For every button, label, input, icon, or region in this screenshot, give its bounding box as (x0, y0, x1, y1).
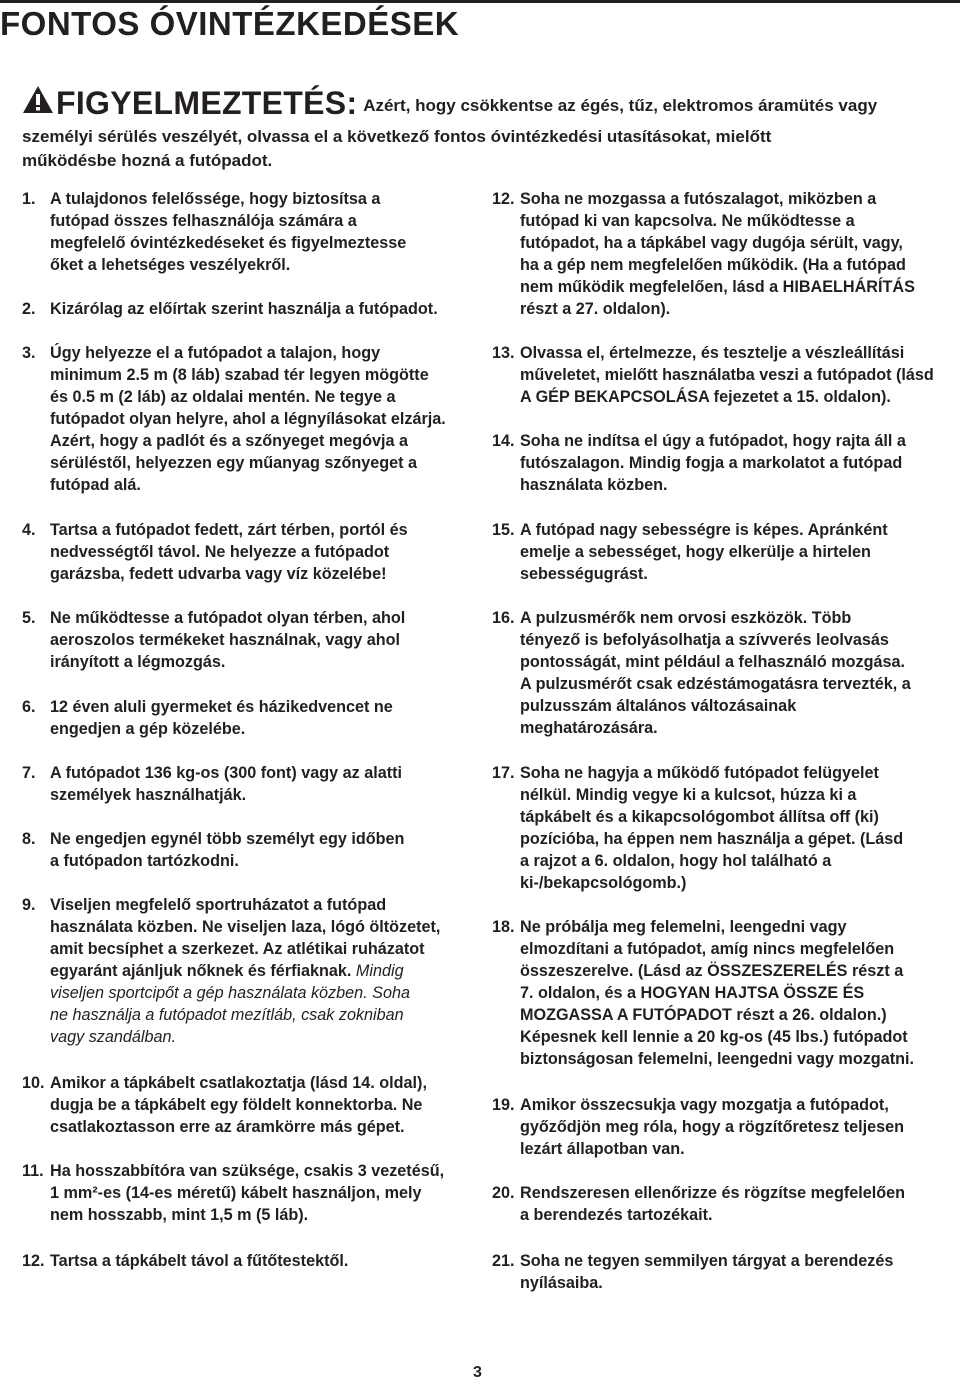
item-line-text: A pulzusmérőt csak edzéstámogatásra tervezték, a (520, 675, 911, 693)
item-line (50, 342, 446, 364)
item-line (50, 430, 446, 452)
item-line (520, 960, 914, 982)
item-line (50, 1072, 427, 1094)
item-line-text: Képesnek kell lennie a 20 kg-os (45 lbs.) futópadot (520, 1028, 908, 1046)
item-line-text: sebességugrást. (520, 565, 648, 583)
item-line (520, 695, 911, 717)
item-line-text: pulzusszám általános változásainak (520, 697, 797, 715)
item-line-text: biztonságosan felemelni, leengedni vagy mozgatni. (520, 1050, 914, 1068)
item-line (520, 1272, 893, 1294)
item-text (520, 342, 934, 408)
item-line (520, 1138, 904, 1160)
item-line (50, 452, 446, 474)
item-line-text: futópadot, ha a tápkábel vagy dugója sérült, vagy, (520, 234, 903, 252)
item-line-text: a futópadon tartózkodni. (50, 852, 239, 870)
item-line-text: lezárt állapotban van. (520, 1140, 685, 1158)
list-item (22, 607, 405, 673)
item-line-text: Soha ne mozgassa a futószalagot, miközben a (520, 190, 877, 208)
list-item (492, 1182, 905, 1226)
item-line (50, 364, 446, 386)
item-line-text: megfelelő óvintézkedéseket és figyelmeztesse (50, 234, 407, 252)
item-line (520, 607, 911, 629)
list-item (22, 298, 438, 320)
item-text (50, 607, 405, 673)
item-line (50, 1250, 348, 1272)
item-text (520, 188, 915, 320)
item-line-text: nem működik megfelelően, lásd a HIBAELHÁRÍTÁS (520, 278, 915, 296)
item-line-text: 12 éven aluli gyermeket és házikedvencet ne (50, 698, 393, 716)
item-number: 12. (22, 1252, 45, 1270)
item-line (520, 298, 915, 320)
item-line (520, 188, 915, 210)
item-line (520, 1116, 904, 1138)
item-line (50, 474, 446, 496)
item-text (520, 1250, 893, 1294)
item-line (50, 960, 440, 982)
item-line (520, 1004, 914, 1026)
item-line-text: Rendszeresen ellenőrizze és rögzítse megfelelően (520, 1184, 906, 1202)
list-item (22, 762, 402, 806)
item-line-text: meghatározására. (520, 719, 658, 737)
item-line (520, 982, 914, 1004)
item-line (50, 232, 406, 254)
item-line (50, 718, 393, 740)
item-line-text: emelje a sebességet, hogy elkerülje a hirtelen (520, 543, 871, 561)
item-line (50, 386, 446, 408)
item-number: 2. (22, 300, 36, 318)
item-line-text: futópad alá. (50, 476, 141, 494)
list-item (22, 1160, 444, 1226)
item-line (520, 850, 903, 872)
item-line-text: műveletet, mielőtt használatba veszi a futópadot (lásd (520, 366, 934, 384)
list-item (492, 342, 934, 408)
item-line-text: Kizárólag az előírtak szerint használja a futópadot. (50, 300, 438, 318)
item-line (50, 298, 438, 320)
item-line-text: őket a lehetséges veszélyekről. (50, 256, 291, 274)
page-title: FONTOS ÓVINTÉZKEDÉSEK (0, 5, 460, 42)
item-line (50, 762, 402, 784)
item-line-text: pontosságát, mint például a felhasználó mozgása. (520, 653, 905, 671)
item-line-text: A futópad nagy sebességre is képes. Apránként (520, 521, 888, 539)
list-item (492, 1094, 904, 1160)
item-text (520, 607, 911, 739)
item-line-text: minimum 2.5 m (8 láb) szabad tér legyen mögötte (50, 366, 429, 384)
warning-line-2: személyi sérülés veszélyét, olvassa el a következő fontos óvintézkedési utasításokat, mielőtt (22, 127, 772, 146)
item-line (520, 717, 911, 739)
item-line (50, 784, 402, 806)
item-line (50, 408, 446, 430)
item-line-text: Soha ne hagyja a működő futópadot felügyelet (520, 764, 879, 782)
item-line-text: csatlakoztasson erre az áramkörre más gépet. (50, 1118, 405, 1136)
item-line-text: pozícióba, ha éppen nem használja a gépet. (Lásd (520, 830, 904, 848)
item-line-text: Ne próbálja meg felemelni, leengedni vagy (520, 918, 847, 936)
item-line-text: nedvességtől távol. Ne helyezze a futópadot (50, 543, 390, 561)
item-line (520, 1094, 904, 1116)
item-number: 3. (22, 344, 36, 362)
item-number: 6. (22, 698, 36, 716)
item-line (50, 916, 440, 938)
item-italic-line: ne használja a futópadot mezítláb, csak zokniban (50, 1006, 404, 1024)
item-line (520, 762, 903, 784)
list-item (22, 696, 393, 740)
item-line-text: elmozdítani a futópadot, amíg nincs megfelelően (520, 940, 895, 958)
item-line (520, 1182, 905, 1204)
item-line-text: tényező is befolyásolhatja a szívverés leolvasás (520, 631, 889, 649)
item-line (50, 519, 408, 541)
item-line-text: sérüléstől, helyezzen egy műanyag szőnyeget a (50, 454, 418, 472)
item-line-text: futószalagon. Mindig fogja a markolatot a futópad (520, 454, 903, 472)
item-line (520, 806, 903, 828)
warning-text: Azért, hogy csökkentse az égés, tűz, elektromos áramütés vagy (363, 96, 878, 115)
item-line-text: aeroszolos termékeket használnak, vagy ahol (50, 631, 400, 649)
warning-line-3: működésbe hozná a futópadot. (22, 151, 273, 170)
item-line-text: Ne engedjen egynél több személyt egy időben (50, 830, 405, 848)
item-line-text: Amikor a tápkábelt csatlakoztatja (lásd 14. oldal), (50, 1074, 427, 1092)
item-number: 5. (22, 609, 36, 627)
page-number: 3 (473, 1364, 482, 1381)
item-line (520, 828, 903, 850)
item-line-text: Soha ne indítsa el úgy a futópadot, hogy rajta áll a (520, 432, 906, 450)
list-item (22, 519, 408, 585)
list-item (22, 894, 440, 1048)
item-line (520, 386, 934, 408)
item-italic-line: viseljen sportcipőt a gép használata közben. Soha (50, 984, 410, 1002)
item-line (520, 430, 906, 452)
list-item (22, 188, 406, 276)
item-line-text: Soha ne tegyen semmilyen tárgyat a berendezés (520, 1252, 894, 1270)
item-number: 19. (492, 1096, 515, 1114)
item-line (50, 828, 404, 850)
item-line (520, 1204, 905, 1226)
item-line (520, 210, 915, 232)
item-line-text: és 0.5 m (2 láb) az oldalai mentén. Ne tegye a (50, 388, 396, 406)
item-line (520, 276, 915, 298)
list-item (22, 1250, 348, 1272)
list-item (492, 188, 915, 320)
item-line-text: használata közben. (520, 476, 668, 494)
item-line-text: A tulajdonos felelőssége, hogy biztosítsa a (50, 190, 381, 208)
item-line (520, 1250, 893, 1272)
item-line (50, 188, 406, 210)
item-line-text: MOZGASSA A FUTÓPADOT részt a 26. oldalon.) (520, 1006, 887, 1024)
item-line (520, 629, 911, 651)
item-line-text: Ha hosszabbítóra van szüksége, csakis 3 vezetésű, (50, 1162, 445, 1180)
item-text (50, 894, 440, 1048)
item-text (520, 916, 914, 1070)
item-text (50, 342, 446, 496)
item-text (50, 188, 406, 276)
item-line (50, 607, 405, 629)
item-line (520, 563, 888, 585)
list-item (22, 342, 446, 496)
item-line-text: Amikor összecsukja vagy mozgatja a futópadot, (520, 1096, 889, 1114)
item-line-text: a berendezés tartozékait. (520, 1206, 713, 1224)
item-text (520, 430, 906, 496)
item-line (520, 342, 934, 364)
item-line-text: Ne működtesse a futópadot olyan térben, ahol (50, 609, 406, 627)
item-text (50, 519, 408, 585)
item-text (50, 1072, 427, 1138)
item-number: 1. (22, 190, 36, 208)
item-number: 13. (492, 344, 515, 362)
item-line-text: személyek használhatják. (50, 786, 247, 804)
item-line-text: amit becsíphet a szerkezet. Az atlétikai ruházatot (50, 940, 425, 958)
item-text (50, 298, 438, 320)
list-item (492, 519, 888, 585)
item-line (520, 364, 934, 386)
item-number: 12. (492, 190, 515, 208)
item-line (50, 563, 408, 585)
item-line-text: tápkábelt és a kikapcsológombot állítsa off (ki) (520, 808, 879, 826)
item-line-text: 1 mm²-es (14-es méretű) kábelt használjon, mely (50, 1184, 422, 1202)
item-number: 7. (22, 764, 36, 782)
item-line-text: dugja be a tápkábelt egy földelt konnektorba. Ne (50, 1096, 423, 1114)
item-text (50, 828, 404, 872)
item-line-text: Azért, hogy a padlót és a szőnyeget megóvja a (50, 432, 409, 450)
item-number: 11. (22, 1162, 44, 1180)
item-line-text: nem hosszabb, mint 1,5 m (5 láb). (50, 1206, 309, 1224)
item-text (50, 696, 393, 740)
item-number: 17. (492, 764, 515, 782)
item-line-text: részt a 27. oldalon). (520, 300, 671, 318)
item-line (50, 894, 440, 916)
item-line (50, 210, 406, 232)
item-line (520, 916, 914, 938)
item-text (520, 1182, 905, 1226)
list-item (492, 762, 903, 894)
item-line (50, 651, 405, 673)
item-line (520, 1048, 914, 1070)
list-item (492, 430, 906, 496)
item-line (520, 651, 911, 673)
item-line (520, 232, 915, 254)
item-number: 10. (22, 1074, 45, 1092)
item-number: 16. (492, 609, 515, 627)
item-text (520, 1094, 904, 1160)
item-line (520, 474, 906, 496)
item-line (50, 1204, 444, 1226)
item-line-text: Úgy helyezze el a futópadot a talajon, hogy (50, 344, 381, 362)
item-line-text: használata közben. Ne viseljen laza, lógó öltözetet, (50, 918, 441, 936)
item-line-text: a rajzot a 6. oldalon, hogy hol található a (520, 852, 832, 870)
warning-colon: : (346, 85, 358, 121)
item-text (50, 1250, 348, 1272)
item-line (50, 1182, 444, 1204)
item-line-text: egyaránt ajánljuk nőknek és férfiaknak. (50, 962, 352, 980)
item-line (520, 452, 906, 474)
item-line (520, 938, 914, 960)
item-line-text: futópad összes felhasználója számára a (50, 212, 357, 230)
item-number: 8. (22, 830, 36, 848)
list-item (492, 916, 914, 1070)
item-line-text: A GÉP BEKAPCSOLÁSA fejezetet a 15. oldalon). (520, 388, 891, 406)
list-item (492, 1250, 893, 1294)
item-line-text: A futópadot 136 kg-os (300 font) vagy az alatti (50, 764, 402, 782)
item-line-text: engedjen a gép közelébe. (50, 720, 246, 738)
item-line (50, 938, 440, 960)
item-line (520, 541, 888, 563)
item-line (50, 850, 404, 872)
item-line-text: összeszerelve. (Lásd az ÖSSZESZERELÉS részt a (520, 962, 904, 980)
item-line (520, 784, 903, 806)
item-text (520, 762, 903, 894)
item-line-text: ha a gép nem megfelelően működik. (Ha a futópad (520, 256, 906, 274)
item-line (50, 629, 405, 651)
item-number: 15. (492, 521, 515, 539)
item-line-text: Tartsa a futópadot fedett, zárt térben, portól és (50, 521, 408, 539)
item-line-text: győződjön meg róla, hogy a rögzítőretesz teljesen (520, 1118, 905, 1136)
item-line (520, 673, 911, 695)
item-italic-tail: Mindig (355, 962, 404, 980)
item-text (50, 762, 402, 806)
item-line (50, 541, 408, 563)
item-line-text: Tartsa a tápkábelt távol a fűtőtestektől. (50, 1252, 349, 1270)
item-line (520, 872, 903, 894)
item-text (50, 1160, 444, 1226)
item-line (50, 1116, 427, 1138)
item-line (50, 254, 406, 276)
item-line-text: nélkül. Mindig vegye ki a kulcsot, húzza ki a (520, 786, 857, 804)
list-item (22, 1072, 427, 1138)
item-line (520, 1026, 914, 1048)
item-number: 18. (492, 918, 515, 936)
item-number: 14. (492, 432, 515, 450)
item-line-text: irányított a légmozgás. (50, 653, 226, 671)
item-number: 4. (22, 521, 36, 539)
item-line-text: ki-/bekapcsológomb.) (520, 874, 687, 892)
item-line-text: nyílásaiba. (520, 1274, 603, 1292)
item-line-text: futópad ki van kapcsolva. Ne működtesse a (520, 212, 855, 230)
item-number: 20. (492, 1184, 515, 1202)
item-line-text: garázsba, fedett udvarba vagy víz közelébe! (50, 565, 387, 583)
item-line (50, 1160, 444, 1182)
item-line (50, 1094, 427, 1116)
item-line (520, 519, 888, 541)
item-number: 9. (22, 896, 36, 914)
item-line-text: Olvassa el, értelmezze, és tesztelje a vészleállítási (520, 344, 905, 362)
list-item (492, 607, 911, 739)
item-line-text: 7. oldalon, és a HOGYAN HAJTSA ÖSSZE ÉS (520, 984, 865, 1002)
item-line-text: Viseljen megfelelő sportruházatot a futópad (50, 896, 387, 914)
item-line (50, 696, 393, 718)
item-text (520, 519, 888, 585)
item-italic-line: vagy szandálban. (50, 1028, 176, 1046)
item-line-text: futópadot olyan helyre, ahol a légnyílásokat elzárja. (50, 410, 446, 428)
warning-heading: FIGYELMEZTETÉS (56, 85, 347, 121)
item-number: 21. (492, 1252, 515, 1270)
item-line-text: A pulzusmérők nem orvosi eszközök. Több (520, 609, 852, 627)
item-line (520, 254, 915, 276)
list-item (22, 828, 404, 872)
